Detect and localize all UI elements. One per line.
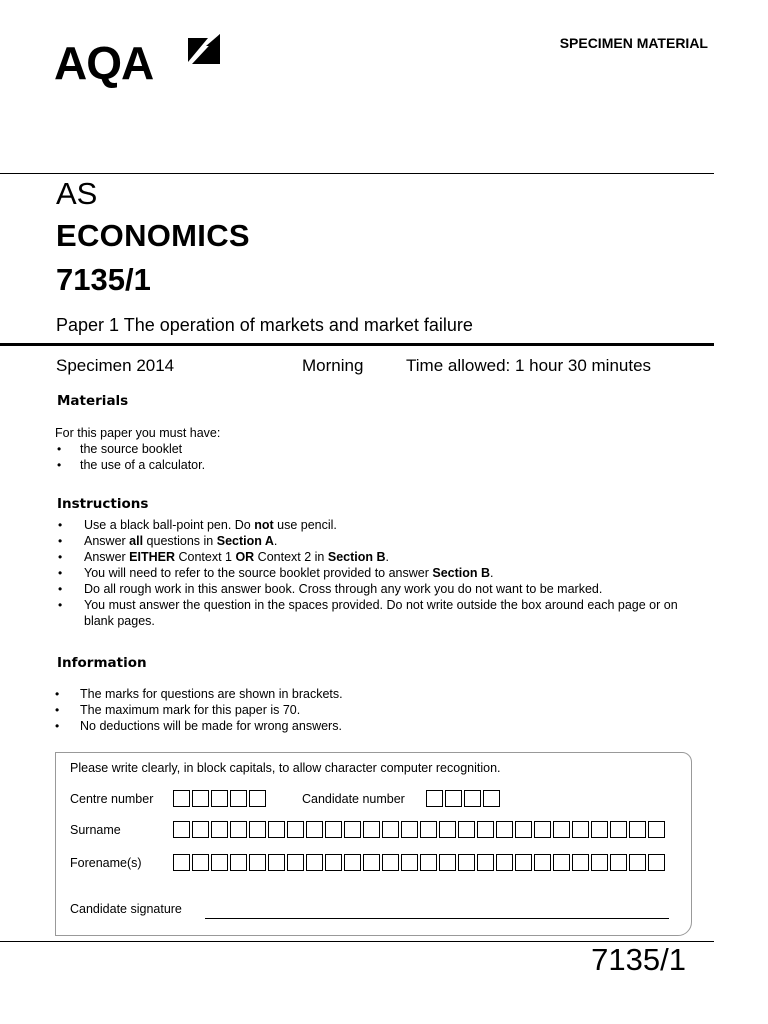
character-box[interactable] xyxy=(610,854,627,871)
character-box[interactable] xyxy=(515,854,532,871)
character-box[interactable] xyxy=(629,821,646,838)
character-box[interactable] xyxy=(553,854,570,871)
signature-line[interactable] xyxy=(205,918,669,919)
character-box[interactable] xyxy=(287,854,304,871)
divider-top xyxy=(0,173,714,174)
character-box[interactable] xyxy=(496,821,513,838)
materials-list xyxy=(55,441,715,473)
footer-paper-code: 7135/1 xyxy=(591,942,686,977)
character-box[interactable] xyxy=(268,821,285,838)
list-item: • No deductions will be made for wrong answers. xyxy=(55,719,342,733)
character-box[interactable] xyxy=(249,821,266,838)
qualification-level: AS xyxy=(56,176,98,211)
character-box[interactable] xyxy=(344,854,361,871)
character-box[interactable] xyxy=(211,854,228,871)
paper-title: Paper 1 The operation of markets and market failure xyxy=(56,315,473,335)
information-heading: Information xyxy=(57,655,147,671)
time-allowed: Time allowed: 1 hour 30 minutes xyxy=(406,356,652,375)
character-box[interactable] xyxy=(401,854,418,871)
list-item: • Use a black ball-point pen. Do not use pencil. xyxy=(58,518,337,532)
list-item: • the source booklet xyxy=(57,442,183,456)
list-item: • You will need to refer to the source booklet provided to answer Section B. xyxy=(58,566,494,580)
instructions-heading: Instructions xyxy=(57,496,149,512)
surname-input[interactable] xyxy=(173,821,667,838)
character-box[interactable] xyxy=(439,821,456,838)
aqa-logo xyxy=(54,32,224,92)
list-item: • Answer EITHER Context 1 OR Context 2 in Section B. xyxy=(58,550,389,564)
character-box[interactable] xyxy=(534,854,551,871)
list-item: • The maximum mark for this paper is 70. xyxy=(55,703,301,717)
character-box[interactable] xyxy=(496,854,513,871)
materials-intro: For this paper you must have: xyxy=(55,426,221,440)
character-box[interactable] xyxy=(211,821,228,838)
subject-title: ECONOMICS xyxy=(56,218,250,253)
character-box[interactable] xyxy=(287,821,304,838)
character-box[interactable] xyxy=(173,821,190,838)
character-box[interactable] xyxy=(192,821,209,838)
character-box[interactable] xyxy=(306,821,323,838)
materials-section xyxy=(55,425,715,473)
signature-label: Candidate signature xyxy=(70,902,182,916)
candidate-number-label: Candidate number xyxy=(302,792,405,806)
session-year: Specimen 2014 xyxy=(56,356,175,375)
list-item: • You must answer the question in the spaces provided. Do not write outside the box around each page or on blank pages. xyxy=(58,598,678,628)
list-item: • The marks for questions are shown in brackets. xyxy=(55,687,343,701)
list-item: • the use of a calculator. xyxy=(57,458,206,472)
instructions-list xyxy=(58,517,698,629)
character-box[interactable] xyxy=(591,821,608,838)
character-box[interactable] xyxy=(249,854,266,871)
character-box[interactable] xyxy=(648,854,665,871)
forename-label: Forename(s) xyxy=(70,856,142,870)
surname-label: Surname xyxy=(70,823,121,837)
character-box[interactable] xyxy=(477,821,494,838)
character-box[interactable] xyxy=(458,854,475,871)
character-box[interactable] xyxy=(325,821,342,838)
character-box[interactable] xyxy=(629,854,646,871)
centre-number-input[interactable] xyxy=(173,790,268,807)
character-box[interactable] xyxy=(515,821,532,838)
list-item: • Do all rough work in this answer book. Cross through any work you do not want to be marked. xyxy=(58,582,603,596)
character-box[interactable] xyxy=(192,854,209,871)
character-box[interactable] xyxy=(382,854,399,871)
character-box[interactable] xyxy=(420,821,437,838)
character-box[interactable] xyxy=(420,854,437,871)
character-box[interactable] xyxy=(591,854,608,871)
session-time-of-day: Morning xyxy=(302,356,364,375)
logo-mark-icon xyxy=(186,32,222,68)
character-box[interactable] xyxy=(363,854,380,871)
character-box[interactable] xyxy=(268,854,285,871)
character-box[interactable] xyxy=(230,854,247,871)
character-box[interactable] xyxy=(401,821,418,838)
character-box[interactable] xyxy=(306,854,323,871)
form-instruction: Please write clearly, in block capitals, to allow character computer recognition. xyxy=(70,761,501,775)
materials-heading: Materials xyxy=(57,393,129,409)
character-box[interactable] xyxy=(458,821,475,838)
character-box[interactable] xyxy=(363,821,380,838)
character-box[interactable] xyxy=(325,854,342,871)
list-item: • Answer all questions in Section A. xyxy=(58,534,278,548)
paper-code: 7135/1 xyxy=(56,262,151,297)
character-box[interactable] xyxy=(553,821,570,838)
character-box[interactable] xyxy=(610,821,627,838)
character-box[interactable] xyxy=(648,821,665,838)
character-box[interactable] xyxy=(173,854,190,871)
logo-text: AQA xyxy=(54,37,154,89)
character-box[interactable] xyxy=(344,821,361,838)
character-box[interactable] xyxy=(477,854,494,871)
divider-thick xyxy=(0,343,714,346)
centre-number-label: Centre number xyxy=(70,792,154,806)
information-list xyxy=(55,686,695,734)
character-box[interactable] xyxy=(572,821,589,838)
forename-input[interactable] xyxy=(173,854,667,871)
character-box[interactable] xyxy=(534,821,551,838)
specimen-label: SPECIMEN MATERIAL xyxy=(559,35,708,51)
character-box[interactable] xyxy=(230,821,247,838)
character-box[interactable] xyxy=(382,821,399,838)
character-box[interactable] xyxy=(439,854,456,871)
character-box[interactable] xyxy=(572,854,589,871)
candidate-number-input[interactable] xyxy=(426,790,502,807)
